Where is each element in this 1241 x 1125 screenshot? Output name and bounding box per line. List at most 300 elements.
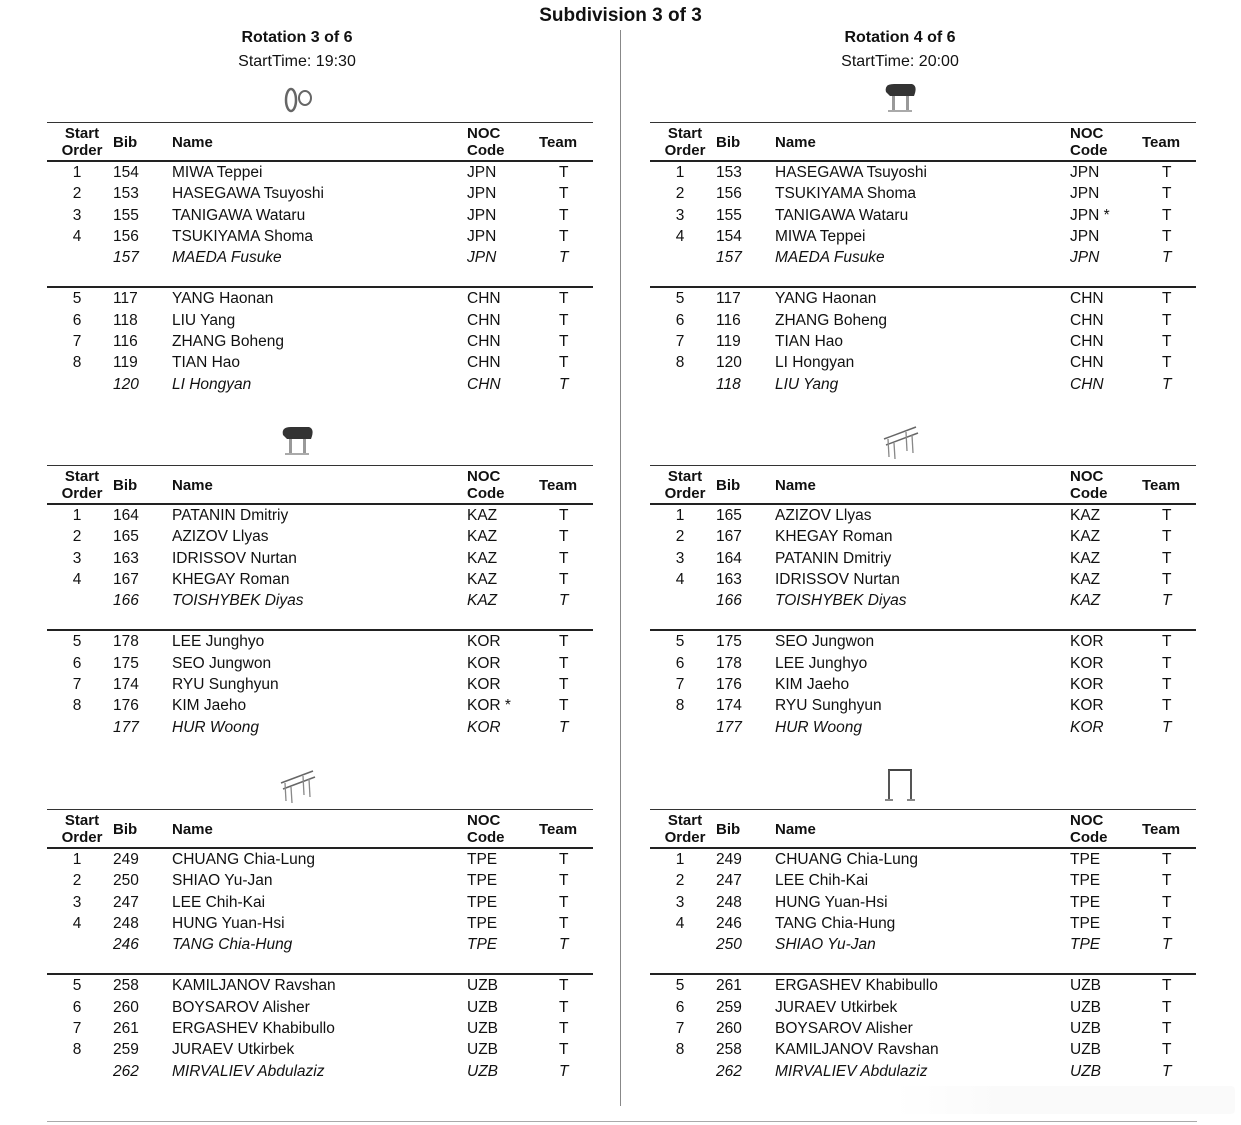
noc-code-cell: UZB — [1070, 1041, 1101, 1059]
bib-cell: 164 — [113, 507, 139, 524]
noc-code-cell: TPE — [467, 893, 498, 911]
start-order-cell: 2 — [675, 872, 685, 890]
table-row — [47, 569, 593, 590]
noc-code-cell: KOR — [1070, 633, 1104, 651]
bib-cell: 166 — [716, 592, 742, 610]
table-row — [47, 331, 593, 352]
athlete-name-cell: HASEGAWA Tsuyoshi — [172, 185, 324, 203]
athlete-name-cell: JURAEV Utkirbek — [172, 1041, 295, 1059]
start-order-cell: 6 — [72, 998, 82, 1016]
athlete-name-cell: IDRISSOV Nurtan — [172, 549, 297, 567]
team-cell: T — [559, 1041, 569, 1059]
start-order-cell: 3 — [72, 893, 82, 911]
athlete-name-cell: RYU Sunghyun — [775, 697, 882, 715]
alternate-row — [47, 247, 593, 268]
start-order-cell: 2 — [72, 185, 82, 203]
bib-cell: 249 — [113, 851, 139, 868]
bib-cell: 154 — [716, 227, 742, 245]
start-list-group — [650, 465, 1196, 738]
table-header — [47, 465, 593, 505]
start-order-cell: 7 — [675, 333, 685, 351]
noc-code-cell: KAZ — [1070, 570, 1101, 588]
start-order-cell: 1 — [675, 164, 685, 181]
bib-cell: 259 — [716, 998, 742, 1016]
noc-code-cell: KAZ — [467, 592, 498, 610]
alternate-row — [650, 374, 1196, 395]
alternate-row — [47, 934, 593, 955]
team-cell: T — [559, 206, 569, 224]
bib-cell: 260 — [716, 1020, 742, 1038]
noc-code-cell: CHN — [467, 354, 501, 372]
table-row — [650, 997, 1196, 1018]
bib-cell: 120 — [113, 375, 139, 393]
team-cell: T — [559, 872, 569, 890]
alternate-row — [650, 717, 1196, 738]
bib-cell: 165 — [113, 528, 139, 546]
noc-code-cell: KOR — [467, 654, 501, 672]
bib-cell: 116 — [716, 311, 741, 329]
team-cell: T — [1162, 1041, 1172, 1059]
alternate-row — [650, 247, 1196, 268]
team-cell: T — [559, 998, 569, 1016]
athlete-name-cell: SHIAO Yu-Jan — [172, 872, 273, 890]
start-order-cell: 4 — [72, 914, 82, 932]
noc-code-cell: KAZ — [467, 507, 498, 524]
team-cell: T — [1162, 249, 1172, 267]
athlete-name-cell: JURAEV Utkirbek — [775, 998, 898, 1016]
noc-code-cell: TPE — [1070, 914, 1101, 932]
header-team: Team — [539, 821, 578, 838]
team-cell: T — [559, 718, 569, 736]
noc-code-cell: KOR — [1070, 676, 1104, 694]
team-cell: T — [559, 851, 569, 868]
team-cell: T — [1162, 914, 1172, 932]
noc-code-cell: UZB — [467, 1020, 498, 1038]
noc-code-cell: UZB — [1070, 998, 1101, 1016]
bib-cell: 178 — [716, 654, 742, 672]
team-cell: T — [559, 249, 569, 267]
athlete-name-cell: TIAN Hao — [775, 333, 844, 351]
start-order-cell: 6 — [675, 998, 685, 1016]
alternate-row — [47, 374, 593, 395]
noc-code-cell: CHN — [1070, 375, 1104, 393]
bib-cell: 153 — [113, 185, 139, 203]
start-order-cell: 3 — [675, 893, 685, 911]
team-cell: T — [1162, 936, 1172, 954]
table-row — [650, 288, 1196, 309]
team-cell: T — [1162, 206, 1172, 224]
table-header — [650, 122, 1196, 162]
header-team: Team — [1142, 477, 1181, 494]
start-order-cell: 2 — [675, 528, 685, 546]
team-cell: T — [1162, 697, 1172, 715]
noc-code-cell: KOR — [467, 633, 501, 651]
table-row — [650, 526, 1196, 547]
table-row — [650, 870, 1196, 891]
bib-cell: 258 — [716, 1041, 742, 1059]
header-name: Name — [172, 134, 213, 151]
bib-cell: 176 — [716, 676, 742, 694]
header-start-order: Start Order — [664, 468, 706, 502]
table-row — [47, 310, 593, 331]
noc-code-cell: CHN — [1070, 311, 1104, 329]
noc-code-cell: TPE — [1070, 872, 1101, 890]
bib-cell: 119 — [113, 354, 138, 372]
bib-cell: 247 — [113, 893, 139, 911]
bib-cell: 163 — [113, 549, 139, 567]
athlete-name-cell: YANG Haonan — [775, 290, 877, 308]
header-noc-code: NOC Code — [1070, 468, 1108, 502]
table-row — [47, 674, 593, 695]
table-row — [47, 849, 593, 870]
noc-code-cell: UZB — [1070, 1020, 1101, 1038]
header-bib: Bib — [113, 821, 138, 838]
vault-icon — [880, 78, 920, 118]
bib-cell: 176 — [113, 697, 139, 715]
noc-code-cell: UZB — [467, 977, 498, 995]
bib-cell: 118 — [113, 311, 138, 329]
team-cell: T — [559, 227, 569, 245]
header-team: Team — [1142, 821, 1181, 838]
team-cell: T — [1162, 633, 1172, 651]
bib-cell: 249 — [716, 851, 742, 868]
athlete-name-cell: KHEGAY Roman — [172, 570, 290, 588]
team-cell: T — [559, 936, 569, 954]
table-row — [650, 653, 1196, 674]
bib-cell: 155 — [113, 206, 139, 224]
bib-cell: 259 — [113, 1041, 139, 1059]
team-cell: T — [559, 375, 569, 393]
start-order-cell: 6 — [72, 311, 82, 329]
start-order-cell: 6 — [675, 654, 685, 672]
bib-cell: 258 — [113, 977, 139, 995]
start-list-group — [650, 122, 1196, 395]
horizontal-bar-icon — [880, 765, 920, 805]
team-cell: T — [1162, 570, 1172, 588]
athlete-name-cell: MAEDA Fusuke — [775, 249, 885, 267]
athlete-name-cell: SEO Jungwon — [172, 654, 272, 672]
bib-cell: 174 — [113, 676, 139, 694]
bib-cell: 178 — [113, 633, 139, 651]
noc-code-cell: TPE — [467, 872, 498, 890]
start-order-cell: 1 — [72, 164, 82, 181]
team-cell: T — [1162, 290, 1172, 308]
athlete-name-cell: TOISHYBEK Diyas — [775, 592, 907, 610]
table-row — [47, 526, 593, 547]
table-row — [650, 695, 1196, 716]
start-order-cell: 5 — [72, 290, 82, 308]
team-cell: T — [559, 311, 569, 329]
table-row — [650, 352, 1196, 373]
team-cell: T — [559, 633, 569, 651]
bib-cell: 154 — [113, 164, 139, 181]
noc-code-cell: UZB — [1070, 977, 1101, 995]
bib-cell: 117 — [113, 290, 138, 308]
alternate-row — [650, 590, 1196, 611]
table-header — [650, 809, 1196, 849]
start-order-cell: 1 — [72, 507, 82, 524]
noc-code-cell: UZB — [467, 1041, 498, 1059]
bib-cell: 163 — [716, 570, 742, 588]
noc-code-cell: KOR * — [467, 697, 511, 715]
start-list-group — [47, 465, 593, 738]
team-cell: T — [1162, 311, 1172, 329]
team-cell: T — [559, 333, 569, 351]
noc-code-cell: KAZ — [1070, 592, 1101, 610]
bib-cell: 261 — [716, 977, 742, 995]
header-noc-code: NOC Code — [1070, 812, 1108, 846]
team-cell: T — [1162, 1020, 1172, 1038]
athlete-name-cell: MIRVALIEV Abdulaziz — [172, 1062, 325, 1080]
athlete-name-cell: TANG Chia-Hung — [172, 936, 293, 954]
noc-code-cell: KAZ — [467, 570, 498, 588]
page-bottom-rule — [47, 1121, 1197, 1122]
start-order-cell: 7 — [72, 333, 82, 351]
bib-cell: 250 — [716, 936, 742, 954]
bib-cell: 117 — [716, 290, 741, 308]
bib-cell: 248 — [113, 914, 139, 932]
noc-code-cell: CHN — [467, 375, 501, 393]
athlete-name-cell: LIU Yang — [775, 375, 839, 393]
noc-code-cell: KAZ — [467, 549, 498, 567]
bib-cell: 246 — [716, 914, 742, 932]
bib-cell: 120 — [716, 354, 742, 372]
noc-code-cell: TPE — [467, 914, 498, 932]
header-bib: Bib — [716, 821, 741, 838]
athlete-name-cell: ZHANG Boheng — [172, 333, 284, 351]
table-row — [650, 1039, 1196, 1060]
bib-cell: 118 — [716, 375, 741, 393]
alternate-row — [47, 1061, 593, 1082]
athlete-name-cell: AZIZOV Llyas — [775, 507, 872, 524]
athlete-name-cell: LEE Junghyo — [775, 654, 868, 672]
noc-code-cell: KOR — [467, 676, 501, 694]
table-row — [650, 674, 1196, 695]
team-cell: T — [559, 914, 569, 932]
start-order-cell: 8 — [675, 697, 685, 715]
table-row — [47, 226, 593, 247]
team-cell: T — [559, 676, 569, 694]
bib-cell: 262 — [716, 1062, 742, 1080]
start-list-group — [650, 809, 1196, 1082]
table-row — [47, 653, 593, 674]
team-cell: T — [1162, 893, 1172, 911]
athlete-name-cell: TANIGAWA Wataru — [172, 206, 306, 224]
start-order-cell: 8 — [72, 1041, 82, 1059]
athlete-name-cell: TANG Chia-Hung — [775, 914, 896, 932]
bib-cell: 248 — [716, 893, 742, 911]
athlete-name-cell: CHUANG Chia-Lung — [775, 851, 918, 868]
bib-cell: 260 — [113, 998, 139, 1016]
noc-code-cell: KAZ — [1070, 528, 1101, 546]
team-cell: T — [1162, 354, 1172, 372]
team-cell: T — [559, 507, 569, 524]
alternate-row — [650, 934, 1196, 955]
watermark-overlay — [895, 1086, 1235, 1114]
start-order-cell: 6 — [72, 654, 82, 672]
header-start-order: Start Order — [664, 812, 706, 846]
athlete-name-cell: ERGASHEV Khabibullo — [775, 977, 938, 995]
start-order-cell: 5 — [72, 633, 82, 651]
table-row — [47, 997, 593, 1018]
bib-cell: 177 — [716, 718, 742, 736]
start-order-cell: 2 — [675, 185, 685, 203]
athlete-name-cell: HASEGAWA Tsuyoshi — [775, 164, 927, 181]
athlete-name-cell: KHEGAY Roman — [775, 528, 893, 546]
noc-code-cell: TPE — [1070, 893, 1101, 911]
athlete-name-cell: CHUANG Chia-Lung — [172, 851, 315, 868]
athlete-name-cell: HUR Woong — [775, 718, 862, 736]
table-row — [47, 288, 593, 309]
bib-cell: 164 — [716, 549, 742, 567]
athlete-name-cell: HUNG Yuan-Hsi — [775, 893, 888, 911]
team-cell: T — [1162, 654, 1172, 672]
column-divider — [620, 30, 621, 1106]
rotation-title: Rotation 4 of 6 — [844, 29, 956, 46]
header-bib: Bib — [113, 477, 138, 494]
athlete-name-cell: AZIZOV Llyas — [172, 528, 269, 546]
table-header — [47, 809, 593, 849]
team-cell: T — [559, 977, 569, 995]
noc-code-cell: KOR — [467, 718, 501, 736]
alternate-row — [650, 1061, 1196, 1082]
header-name: Name — [172, 821, 213, 838]
start-order-cell: 4 — [72, 227, 82, 245]
start-order-cell: 5 — [675, 633, 685, 651]
start-order-cell: 5 — [675, 290, 685, 308]
bib-cell: 175 — [716, 633, 742, 651]
team-cell: T — [1162, 851, 1172, 868]
team-cell: T — [1162, 333, 1172, 351]
athlete-name-cell: IDRISSOV Nurtan — [775, 570, 900, 588]
header-name: Name — [775, 821, 816, 838]
table-row — [47, 183, 593, 204]
rings-icon — [277, 78, 317, 118]
table-row — [650, 331, 1196, 352]
bib-cell: 261 — [113, 1020, 139, 1038]
athlete-name-cell: SHIAO Yu-Jan — [775, 936, 876, 954]
start-order-cell: 8 — [72, 697, 82, 715]
table-row — [47, 695, 593, 716]
start-order-cell: 7 — [72, 676, 82, 694]
start-order-cell: 7 — [675, 676, 685, 694]
noc-code-cell: CHN — [1070, 333, 1104, 351]
noc-code-cell: KOR — [1070, 654, 1104, 672]
table-row — [650, 310, 1196, 331]
table-row — [650, 892, 1196, 913]
table-row — [650, 849, 1196, 870]
team-cell: T — [1162, 998, 1172, 1016]
athlete-name-cell: YANG Haonan — [172, 290, 274, 308]
rotation-start-time: StartTime: 20:00 — [841, 53, 959, 70]
bib-cell: 116 — [113, 333, 138, 351]
table-row — [47, 162, 593, 183]
athlete-name-cell: BOYSAROV Alisher — [775, 1020, 913, 1038]
table-row — [650, 205, 1196, 226]
header-name: Name — [775, 134, 816, 151]
noc-code-cell: KOR — [1070, 697, 1104, 715]
team-separator — [650, 611, 1196, 631]
athlete-name-cell: MIWA Teppei — [172, 164, 263, 181]
table-row — [650, 631, 1196, 652]
team-cell: T — [1162, 872, 1172, 890]
bib-cell: 174 — [716, 697, 742, 715]
team-separator — [650, 268, 1196, 288]
table-row — [47, 913, 593, 934]
header-name: Name — [172, 477, 213, 494]
header-bib: Bib — [716, 477, 741, 494]
table-row — [47, 870, 593, 891]
team-cell: T — [559, 1062, 569, 1080]
noc-code-cell: TPE — [467, 936, 498, 954]
noc-code-cell: JPN — [467, 227, 497, 245]
athlete-name-cell: HUNG Yuan-Hsi — [172, 914, 285, 932]
rotation-start-time: StartTime: 19:30 — [238, 53, 356, 70]
bib-cell: 177 — [113, 718, 139, 736]
athlete-name-cell: TOISHYBEK Diyas — [172, 592, 304, 610]
start-order-cell: 8 — [675, 354, 685, 372]
athlete-name-cell: KIM Jaeho — [775, 676, 850, 694]
subdivision-title: Subdivision 3 of 3 — [539, 5, 702, 26]
header-noc-code: NOC Code — [467, 812, 505, 846]
start-order-cell: 4 — [675, 914, 685, 932]
athlete-name-cell: LEE Chih-Kai — [172, 893, 266, 911]
header-start-order: Start Order — [61, 812, 103, 846]
noc-code-cell: JPN — [467, 249, 497, 267]
team-cell: T — [559, 164, 569, 181]
start-order-cell: 4 — [675, 570, 685, 588]
parallel-bars-icon — [880, 421, 920, 461]
start-order-cell: 1 — [675, 851, 685, 868]
header-name: Name — [775, 477, 816, 494]
start-order-cell: 1 — [72, 851, 82, 868]
bib-cell: 246 — [113, 936, 139, 954]
athlete-name-cell: MAEDA Fusuke — [172, 249, 282, 267]
header-bib: Bib — [113, 134, 138, 151]
start-list-group — [47, 122, 593, 395]
table-row — [650, 226, 1196, 247]
noc-code-cell: KOR — [1070, 718, 1104, 736]
start-order-cell: 7 — [675, 1020, 685, 1038]
noc-code-cell: UZB — [467, 998, 498, 1016]
table-row — [650, 183, 1196, 204]
start-order-cell: 1 — [675, 507, 685, 524]
header-start-order: Start Order — [664, 125, 706, 159]
bib-cell: 153 — [716, 164, 742, 181]
alternate-row — [47, 590, 593, 611]
noc-code-cell: JPN — [1070, 227, 1100, 245]
table-row — [650, 913, 1196, 934]
noc-code-cell: CHN — [467, 333, 501, 351]
bib-cell: 156 — [716, 185, 742, 203]
noc-code-cell: JPN — [467, 164, 497, 181]
team-separator — [47, 611, 593, 631]
noc-code-cell: CHN — [467, 290, 501, 308]
parallel-bars-icon — [277, 765, 317, 805]
table-row — [650, 162, 1196, 183]
team-cell: T — [559, 697, 569, 715]
bib-cell: 250 — [113, 872, 139, 890]
start-order-cell: 3 — [72, 206, 82, 224]
table-header — [47, 122, 593, 162]
noc-code-cell: CHN — [1070, 354, 1104, 372]
start-order-cell: 8 — [72, 354, 82, 372]
start-order-cell: 2 — [72, 528, 82, 546]
team-cell: T — [559, 570, 569, 588]
header-team: Team — [1142, 134, 1181, 151]
bib-cell: 156 — [113, 227, 139, 245]
noc-code-cell: JPN * — [1070, 206, 1110, 224]
